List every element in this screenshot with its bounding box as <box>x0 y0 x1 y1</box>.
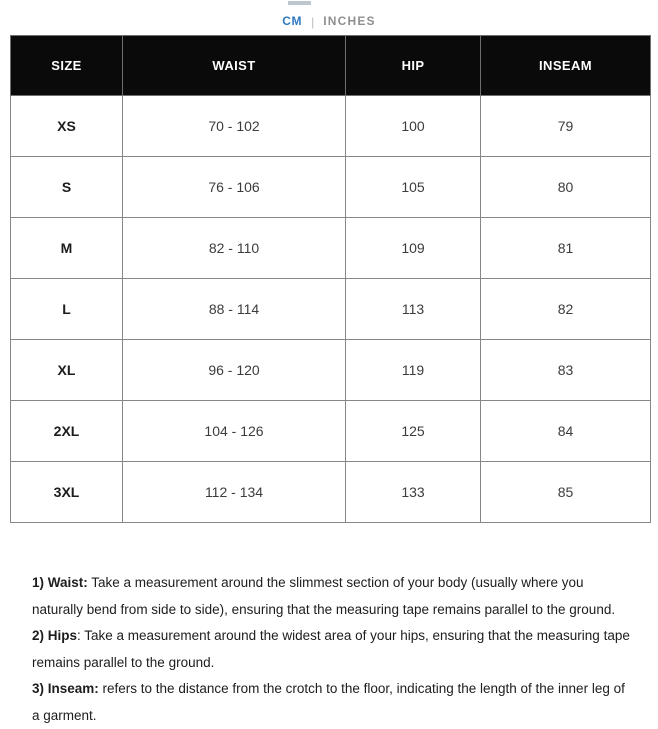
size-cell: L <box>11 279 123 340</box>
table-row <box>11 279 651 340</box>
note-label: 1) Waist: <box>32 575 88 590</box>
note-text: : Take a measurement around the widest area of your hips, ensuring that the measuring tape remains parallel to the ground. <box>32 628 630 670</box>
hip-cell: 133 <box>346 462 481 523</box>
hip-cell: 125 <box>346 401 481 462</box>
waist-cell: 70 - 102 <box>123 96 346 157</box>
inseam-cell: 84 <box>481 401 651 462</box>
table-header <box>11 36 651 96</box>
note <box>32 676 634 729</box>
inseam-cell: 83 <box>481 340 651 401</box>
inseam-cell: 79 <box>481 96 651 157</box>
hip-cell: 113 <box>346 279 481 340</box>
inseam-cell: 82 <box>481 279 651 340</box>
note-label: 3) Inseam: <box>32 681 99 696</box>
note-text: refers to the distance from the crotch to the floor, indicating the length of the inner leg of a garment. <box>32 681 625 723</box>
hip-cell: 105 <box>346 157 481 218</box>
table-body <box>11 96 651 523</box>
note <box>32 570 634 623</box>
note-text: Take a measurement around the slimmest section of your body (usually where you naturally bend from side to side), ensuring that the measuring tape remains parallel to the ground. <box>32 575 616 617</box>
waist-cell: 88 - 114 <box>123 279 346 340</box>
column-header-hip: HIP <box>346 36 481 96</box>
hip-cell: 100 <box>346 96 481 157</box>
unit-option-cm[interactable]: CM <box>282 14 303 28</box>
unit-toggle <box>0 0 658 35</box>
inseam-cell: 85 <box>481 462 651 523</box>
size-cell: S <box>11 157 123 218</box>
hip-cell: 109 <box>346 218 481 279</box>
note-label: 2) Hips <box>32 628 78 643</box>
header-row <box>11 36 651 96</box>
hip-cell: 119 <box>346 340 481 401</box>
table-row <box>11 401 651 462</box>
unit-separator: | <box>311 15 315 29</box>
table-row <box>11 340 651 401</box>
table-row <box>11 462 651 523</box>
size-chart-table <box>10 35 651 523</box>
inseam-cell: 80 <box>481 157 651 218</box>
table-row <box>11 218 651 279</box>
waist-cell: 82 - 110 <box>123 218 346 279</box>
measurement-notes <box>32 570 634 729</box>
size-cell: XS <box>11 96 123 157</box>
size-cell: 3XL <box>11 462 123 523</box>
unit-option-inches[interactable]: INCHES <box>323 14 376 28</box>
size-cell: XL <box>11 340 123 401</box>
size-cell: 2XL <box>11 401 123 462</box>
column-header-size: SIZE <box>11 36 123 96</box>
table-row <box>11 157 651 218</box>
waist-cell: 104 - 126 <box>123 401 346 462</box>
waist-cell: 96 - 120 <box>123 340 346 401</box>
inseam-cell: 81 <box>481 218 651 279</box>
waist-cell: 76 - 106 <box>123 157 346 218</box>
waist-cell: 112 - 134 <box>123 462 346 523</box>
size-cell: M <box>11 218 123 279</box>
cutoff-artifact <box>288 1 311 5</box>
column-header-inseam: INSEAM <box>481 36 651 96</box>
column-header-waist: WAIST <box>123 36 346 96</box>
note <box>32 623 634 676</box>
table-row <box>11 96 651 157</box>
